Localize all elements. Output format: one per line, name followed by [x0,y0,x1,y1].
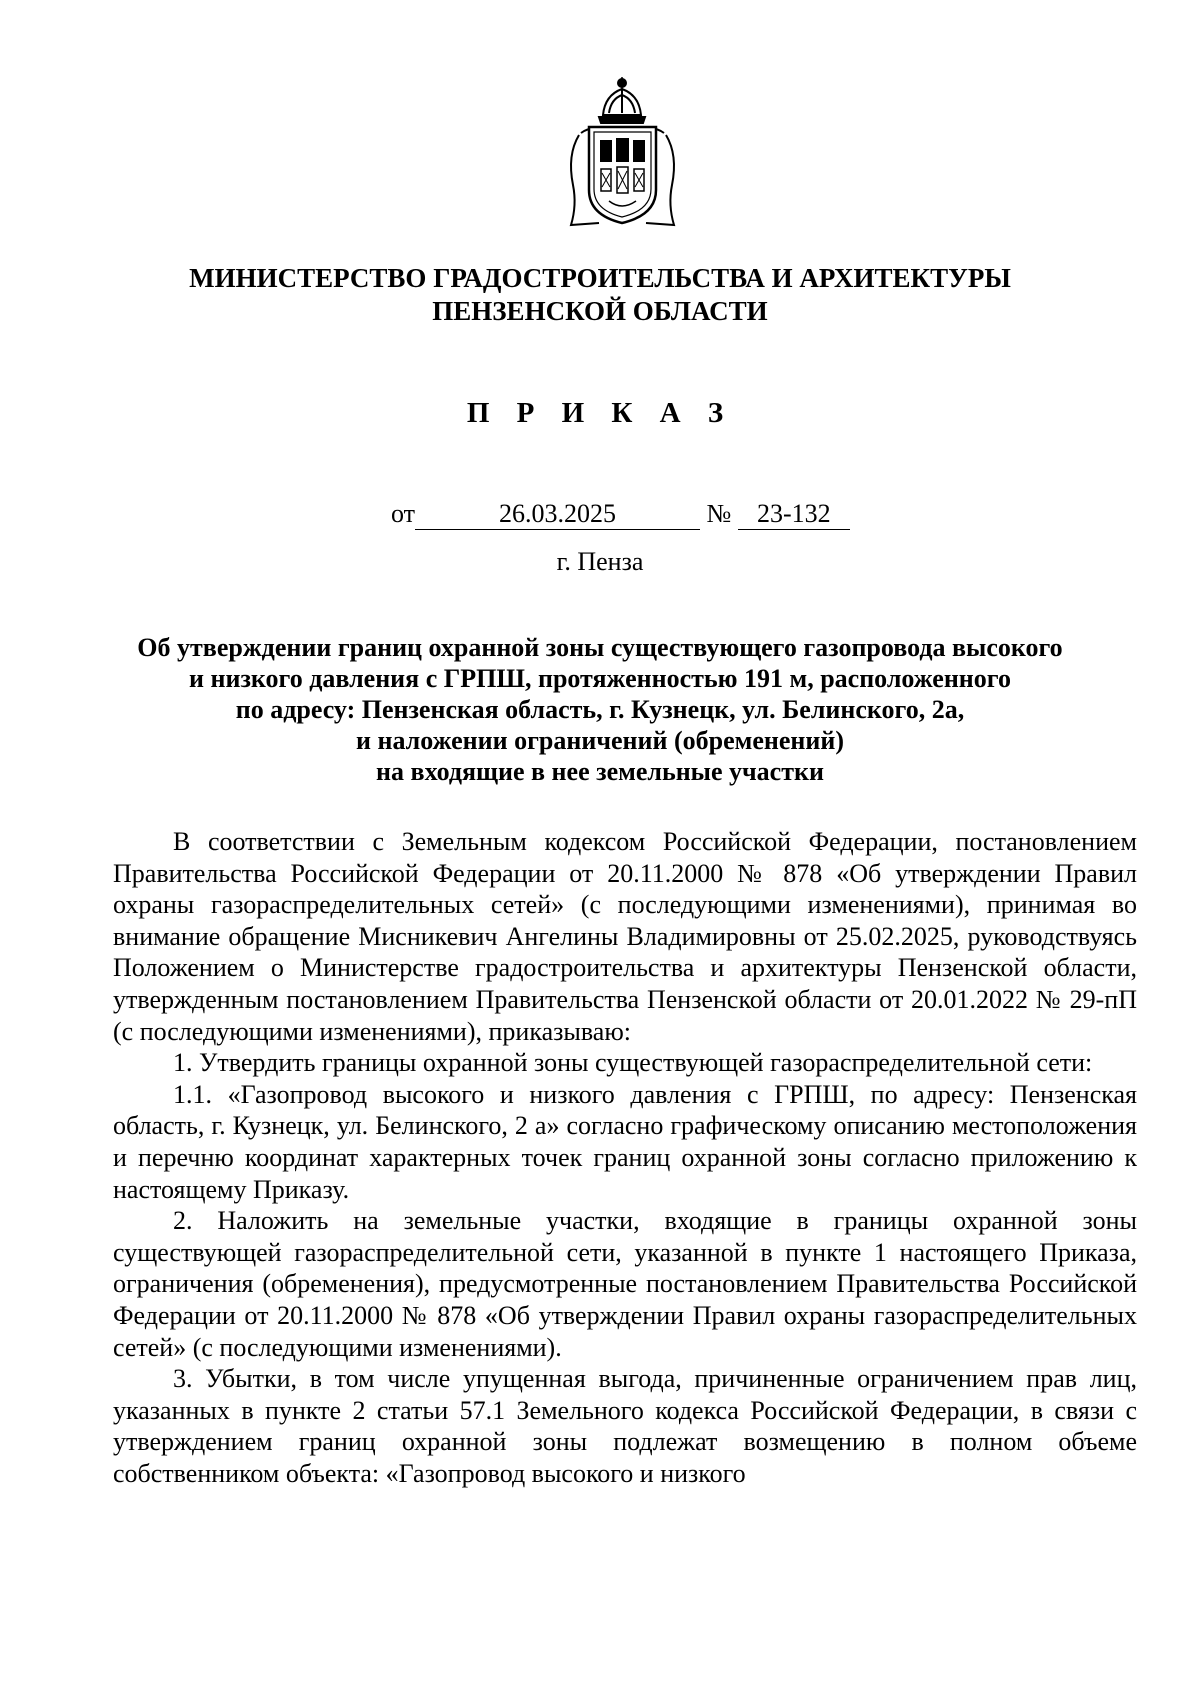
document-number: 23-132 [738,499,850,530]
title-line-3: по адресу: Пензенская область, г. Кузнецк, ул. Белинского, 2а, [235,695,965,724]
date-number-line [391,497,850,531]
date-prefix: от [391,499,416,528]
number-prefix: № [706,499,732,528]
title-line-4: и наложении ограничений (обременений) [355,726,845,755]
body-paragraph-item-3: 3. Убытки, в том числе упущенная выгода, причиненные ограничением прав лиц, указанных в пункте 2 статьи 57.1 Земельного кодекса Российской Федерации, в связи с утверждением границ охранной зоны подлежат возмещению в полном объеме собственником объекта: «Газопровод высокого и низкого [113,1364,1137,1488]
body-paragraph-preamble: В соответствии с Земельным кодексом Российской Федерации, постановлением Правительства Российской Федерации от 20.11.2000 № 878 «Об утверждении Правил охраны газораспределительных сетей» (с последующими изменениями), принимая во внимание обращение Мисникевич Ангелины Владимировны от 25.02.2025, руководствуясь Положением о Министерстве градостроительства и архитектуры Пензенской области, утвержденным постановлением Правительства Пензенской области от 20.01.2022 № 29-пП (с последующими изменениями), приказываю: [113,827,1137,1046]
title-line-1: Об утверждении границ охранной зоны существующего газопровода высокого [137,633,1063,662]
body-paragraph-item-1-1: 1.1. «Газопровод высокого и низкого давления с ГРПШ, по адресу: Пензенская область, г. Кузнецк, ул. Белинского, 2 а» согласно графическому описанию местоположения и перечню координат характерных точек границ охранной зоны согласно приложению к настоящему Приказу. [113,1079,1137,1204]
document-type-heading: П Р И К А З [466,397,734,429]
title-line-5: на входящие в нее земельные участки [376,757,824,786]
document-body [113,826,1137,1489]
ministry-name [100,262,1100,328]
coat-of-arms-emblem-icon [559,75,686,230]
city-line: г. Пенза [556,547,644,576]
ministry-line-1: МИНИСТЕРСТВО ГРАДОСТРОИТЕЛЬСТВА И АРХИТЕКТУРЫ [189,263,1011,293]
ministry-line-2: ПЕНЗЕНСКОЙ ОБЛАСТИ [432,296,768,326]
title-line-2: и низкого давления с ГРПШ, протяженностью 191 м, расположенного [189,664,1011,693]
document-date: 26.03.2025 [415,499,700,530]
body-paragraph-item-1: 1. Утвердить границы охранной зоны существующей газораспределительной сети: [173,1048,1093,1078]
body-paragraph-item-2: 2. Наложить на земельные участки, входящие в границы охранной зоны существующей газораспределительной сети, указанной в пункте 1 настоящего Приказа, ограничения (обременения), предусмотренные постановлением Правительства Российской Федерации от 20.11.2000 № 878 «Об утверждении Правил охраны газораспределительных сетей» (с последующими изменениями). [113,1206,1137,1362]
document-title [100,632,1100,787]
